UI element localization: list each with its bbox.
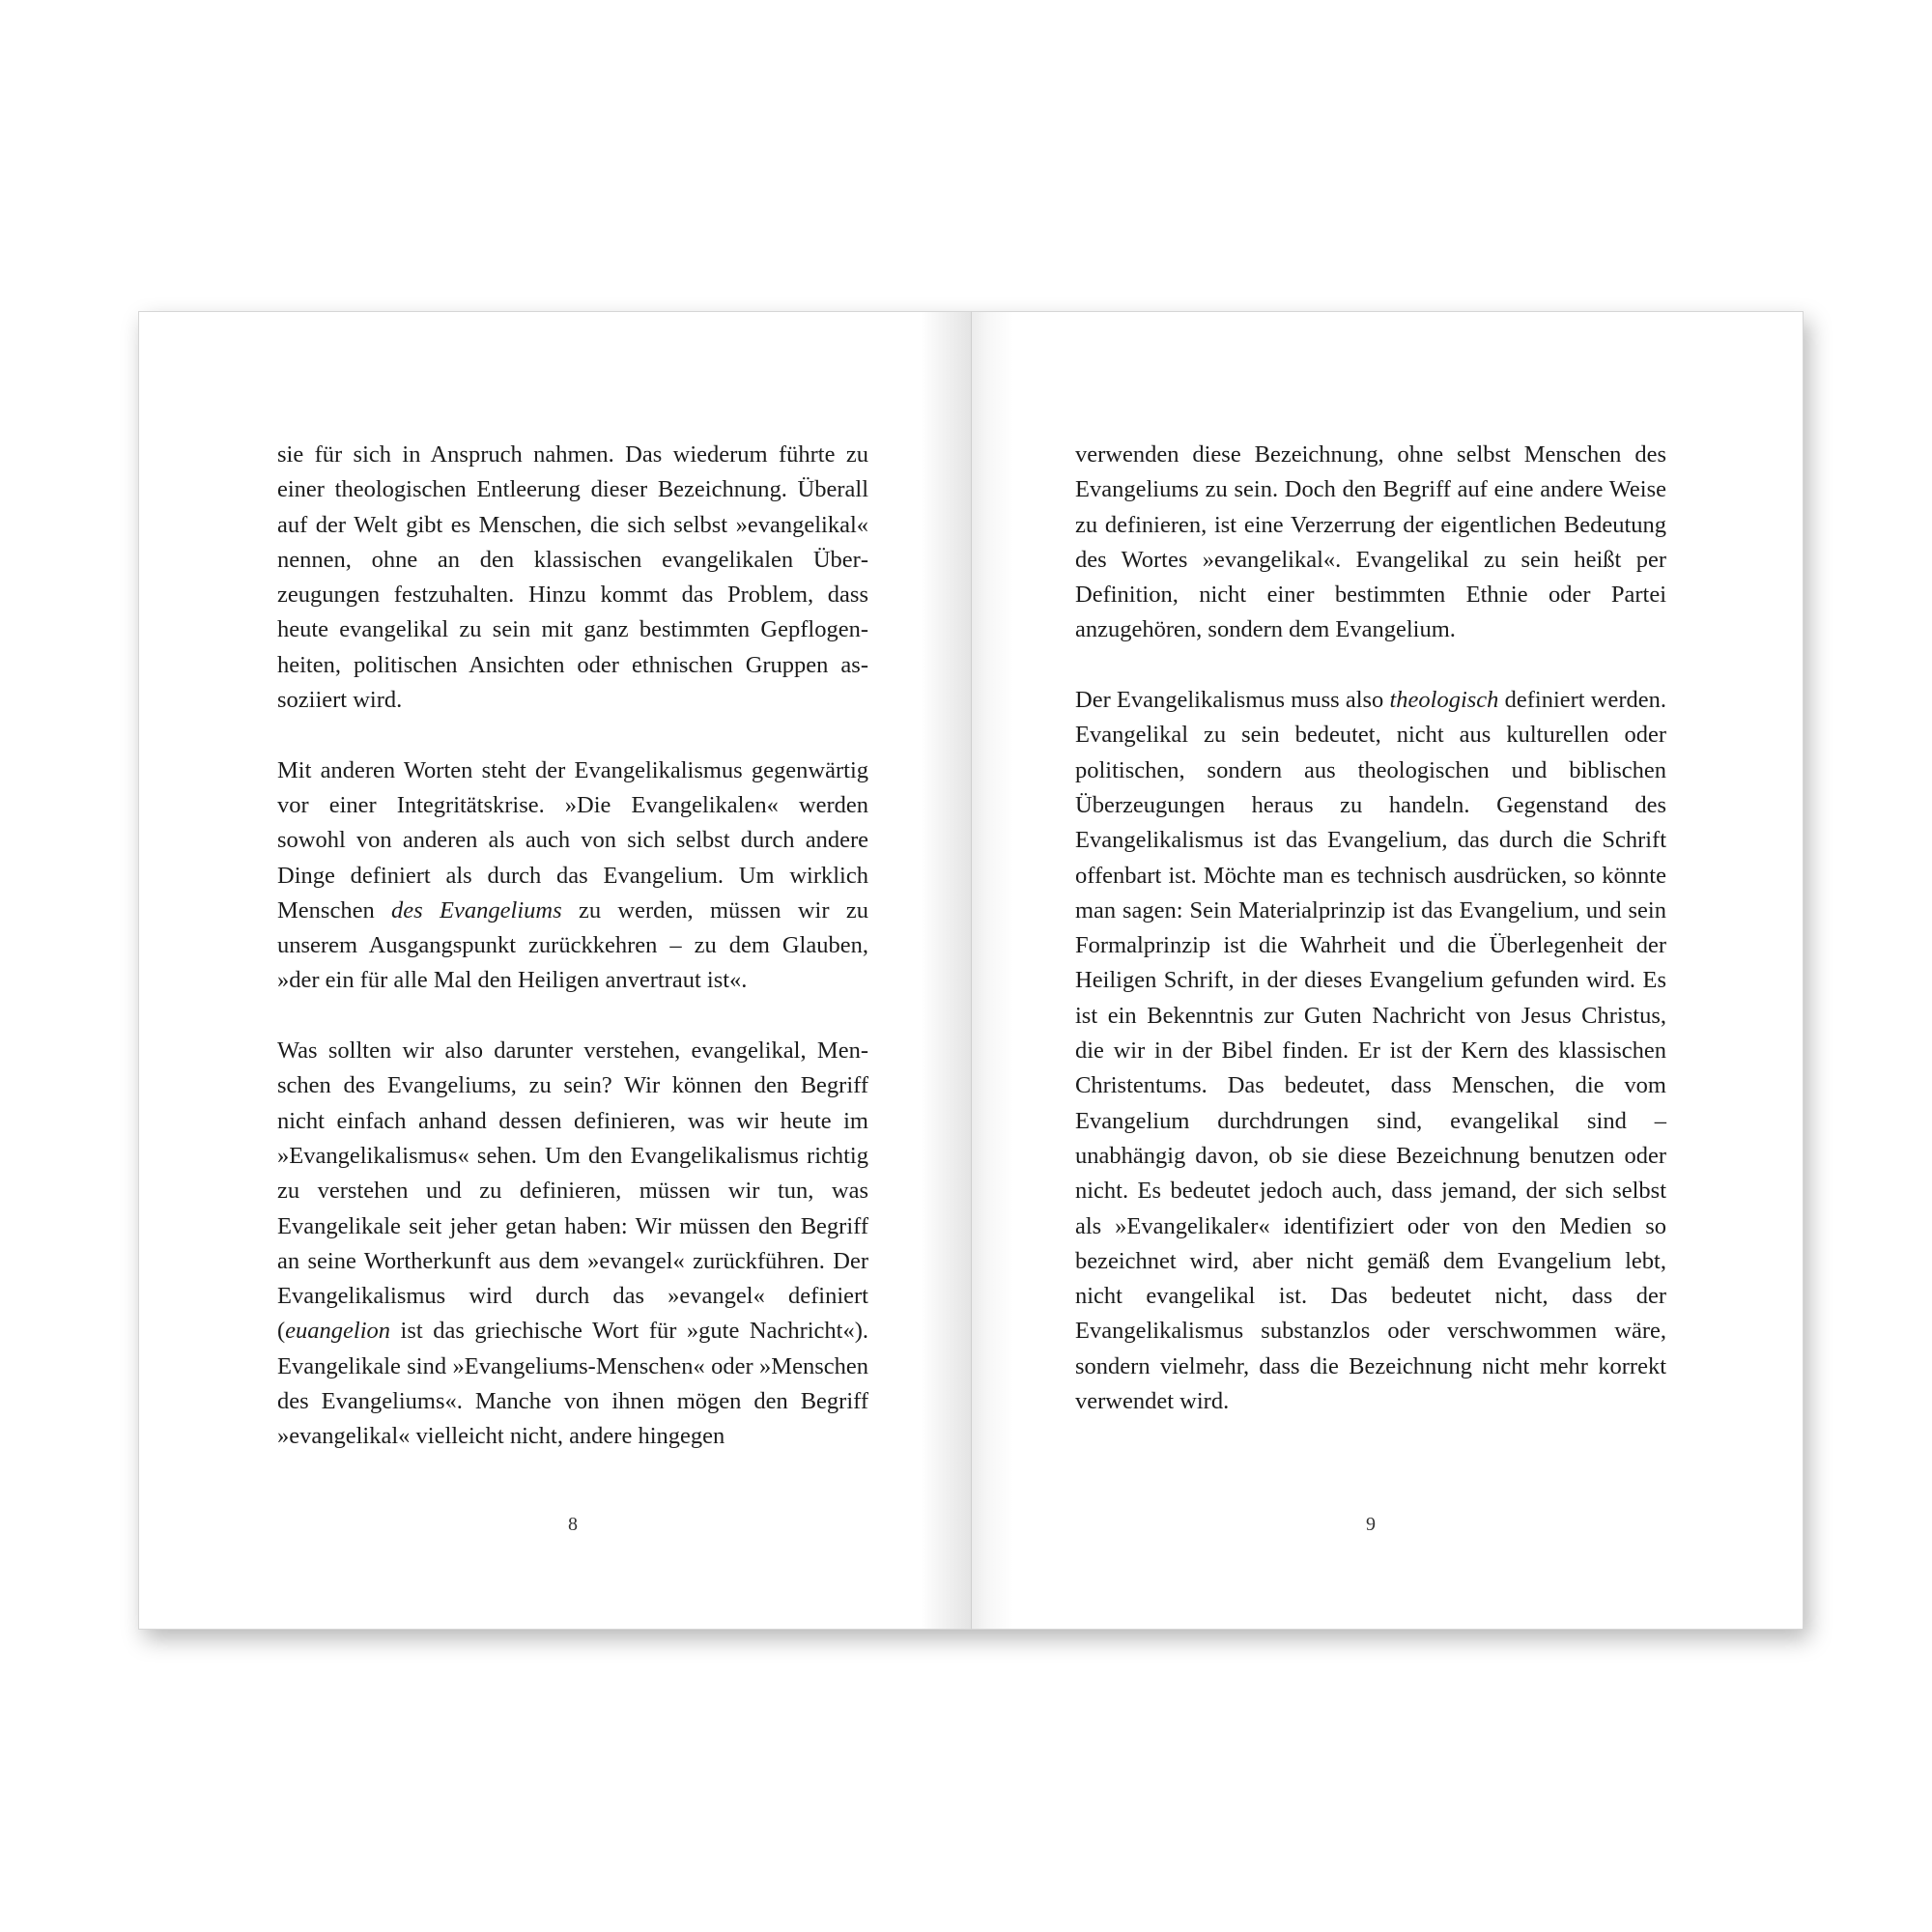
italic-phrase: des Evangeliums	[391, 896, 562, 923]
paragraph-text: zu werden, müssen wir zu unserem Ausgangspunkt zurückkehren – zu dem Glauben, »der ein für alle Mal den Heiligen anvertraut ist«.	[277, 896, 868, 994]
page-number-left: 8	[568, 1514, 578, 1535]
paragraph	[1075, 438, 1666, 648]
italic-phrase: euangelion	[285, 1318, 391, 1345]
paragraph-text: ist das griechische Wort für »gute Nachricht«). Evangelikale sind »Evangeliums-Menschen« oder »Menschen des Evangeliums«. Manche von ihnen mögen den Begriff »evangelikal« vielleicht nicht, andere hingegen	[277, 1318, 868, 1450]
paragraph-text: Der Evangelikalismus muss also	[1075, 687, 1390, 714]
paragraph	[277, 438, 868, 718]
right-page-text	[1075, 438, 1666, 1455]
right-page	[971, 311, 1804, 1630]
paragraph	[277, 1034, 868, 1455]
paragraph-text: sie für sich in Anspruch nahmen. Das wiederum führte zu einer theologischen Entleerung dieser Bezeichnung. Überall auf der Welt gibt es Menschen, die sich selbst »evangelikal« nennen, ohne an den klassischen evangelikalen Überzeugungen festzuhalten. Hinzu kommt das Problem, dass heute evangelikal zu sein mit ganz bestimmten Gepflogenheiten, politischen Ansichten oder ethnischen Gruppen assoziiert wird.	[277, 441, 868, 714]
left-page-text	[277, 438, 868, 1490]
paragraph	[277, 753, 868, 999]
paragraph-text: Mit anderen Worten steht der Evangelikalismus gegenwärtig vor einer Integritätskrise. »Die Evangelikalen« werden sowohl von anderen als auch von sich selbst durch andere Dinge definiert als durch das Evangelium. Um wirklich Menschen	[277, 756, 868, 923]
book-spread	[138, 311, 1804, 1630]
paragraph-text: definiert werden. Evangelikal zu sein bedeutet, nicht aus kulturellen oder politischen, sondern aus theologischen und biblischen Überzeugungen heraus zu handeln. Gegenstand des Evangelikalismus ist das Evangelium, das durch die Schrift offenbart ist. Möchte man es technisch ausdrücken, so könnte man sagen: Sein Materialprinzip ist das Evangelium, und sein Formalprinzip ist die Wahrheit und die Überlegenheit der Heiligen Schrift, in der dieses Evangelium gefunden wird. Es ist ein Bekenntnis zur Guten Nachricht von Jesus Christus, die wir in der Bibel finden. Er ist der Kern des klassischen Christentums. Das bedeutet, dass Menschen, die vom Evangelium durchdrungen sind, evangelikal sind – unabhängig davon, ob sie diese Bezeichnung benutzen oder nicht. Es bedeutet jedoch auch, dass jemand, der sich selbst als »Evangelikaler« identifiziert oder von den Medien so bezeichnet wird, aber nicht gemäß dem Evangelium lebt, nicht evangelikal ist. Das bedeutet nicht, dass der Evangelikalismus substanzlos oder verschwommen wäre, sondern vielmehr, dass die Bezeichnung nicht mehr korrekt verwendet wird.	[1075, 687, 1666, 1415]
paragraph-text: Was sollten wir also darunter verstehen, evangelikal, Menschen des Evangeliums, zu sein? Wir können den Begriff nicht einfach anhand dessen definieren, was wir heute im »Evangelikalismus« sehen. Um den Evangelikalismus richtig zu verstehen und zu definieren, müssen wir tun, was Evangelikale seit jeher getan haben: Wir müssen den Begriff an seine Wortherkunft aus dem »evangel« zurückführen. Der Evangelikalismus wird durch das »evangel« definiert (	[277, 1037, 868, 1345]
paragraph-text: verwenden diese Bezeichnung, ohne selbst Menschen des Evangeliums zu sein. Doch den Begriff auf eine andere Weise zu definieren, ist eine Verzerrung der eigentlichen Bedeutung des Wortes »evangelikal«. Evangelikal zu sein heißt per Definition, nicht einer bestimmten Ethnie oder Partei anzugehören, sondern dem Evangelium.	[1075, 441, 1666, 643]
paragraph	[1075, 683, 1666, 1419]
italic-phrase: theologisch	[1389, 687, 1499, 714]
page-number-right: 9	[1366, 1514, 1376, 1535]
left-page	[138, 311, 971, 1630]
